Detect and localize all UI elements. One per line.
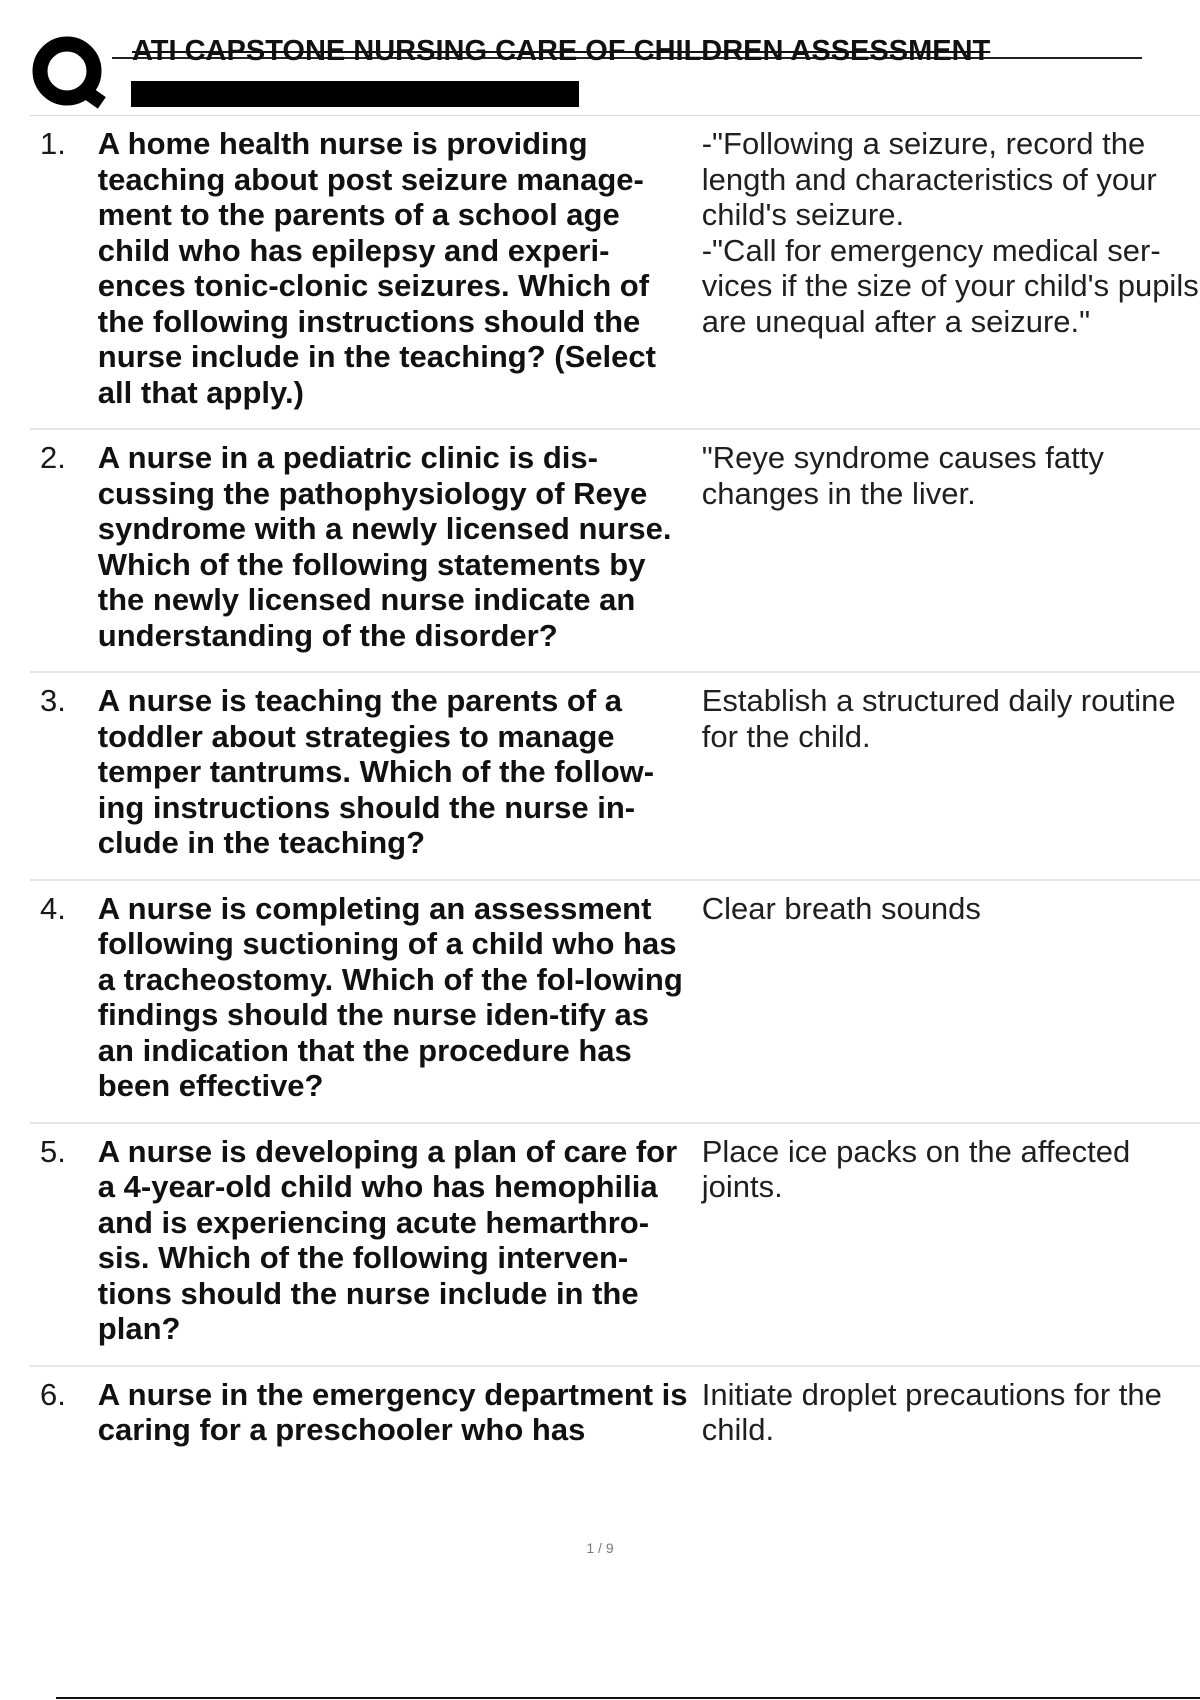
card-answer: -"Following a seizure, record the length and characteristics of your child's seizure. -"Call for emergency medical ser-vices if the size of your child's pupils are unequal after a seizure."	[701, 126, 1199, 339]
document-title: ATI CAPSTONE NURSING CARE OF CHILDREN ASSESSMENT	[132, 35, 991, 67]
card-question: A nurse is developing a plan of care for a 4-year-old child who has hemophilia and is experiencing acute hemarthro-sis. Which of the following interven-tions should the nurse include in the plan?	[97, 1133, 678, 1346]
card-question: A home health nurse is providing teaching about post seizure manage-ment to the parents of a school age child who has epilepsy and experi-ences tonic-clonic seizures. Which of the following instructions should the nurse include in the teaching? (Select all that apply.)	[97, 126, 656, 410]
card-question: A nurse is teaching the parents of a toddler about strategies to manage temper tantrums. Which of the follow-ing instructions should the nurse in-clude in the teaching?	[97, 683, 655, 860]
footer-rule	[56, 1697, 1200, 1699]
quizlet-logo-icon	[30, 34, 108, 112]
card-answer: "Reye syndrome causes fatty changes in the liver.	[701, 440, 1104, 511]
redaction-bar	[131, 81, 579, 107]
card-number: 6.	[40, 1376, 66, 1412]
card-answer: Initiate droplet precautions for the child.	[701, 1376, 1162, 1447]
card-question: A nurse in a pediatric clinic is dis-cussing the pathophysiology of Reye syndrome with a newly licensed nurse. Which of the following statements by the newly licensed nurse indicate an understanding of the disorder?	[97, 440, 672, 653]
card-answer: Establish a structured daily routine for the child.	[701, 683, 1176, 754]
card-question: A nurse in the emergency department is caring for a preschooler who has	[97, 1376, 688, 1447]
card-number: 4.	[40, 890, 66, 926]
card-number: 5.	[40, 1133, 66, 1169]
card-number: 3.	[40, 683, 66, 718]
flashcard-item	[30, 673, 1200, 881]
page-indicator: 1 / 9	[586, 1540, 614, 1556]
card-number: 1.	[40, 126, 66, 161]
flashcard-item	[30, 430, 1200, 673]
flashcard-item	[30, 881, 1200, 1124]
card-question: A nurse is completing an assessment following suctioning of a child who has a tracheostomy. Which of the fol-lowing findings should the nurse iden-tify as an indication that the procedure has been effective?	[97, 890, 683, 1103]
flashcard-item	[30, 116, 1200, 430]
flashcard-item	[30, 1367, 1200, 1466]
card-answer: Place ice packs on the affected joints.	[701, 1133, 1131, 1204]
flashcard-item	[30, 1124, 1200, 1367]
card-number: 2.	[40, 440, 66, 475]
flashcard-list	[30, 116, 1200, 1466]
card-answer: Clear breath sounds	[701, 890, 981, 926]
